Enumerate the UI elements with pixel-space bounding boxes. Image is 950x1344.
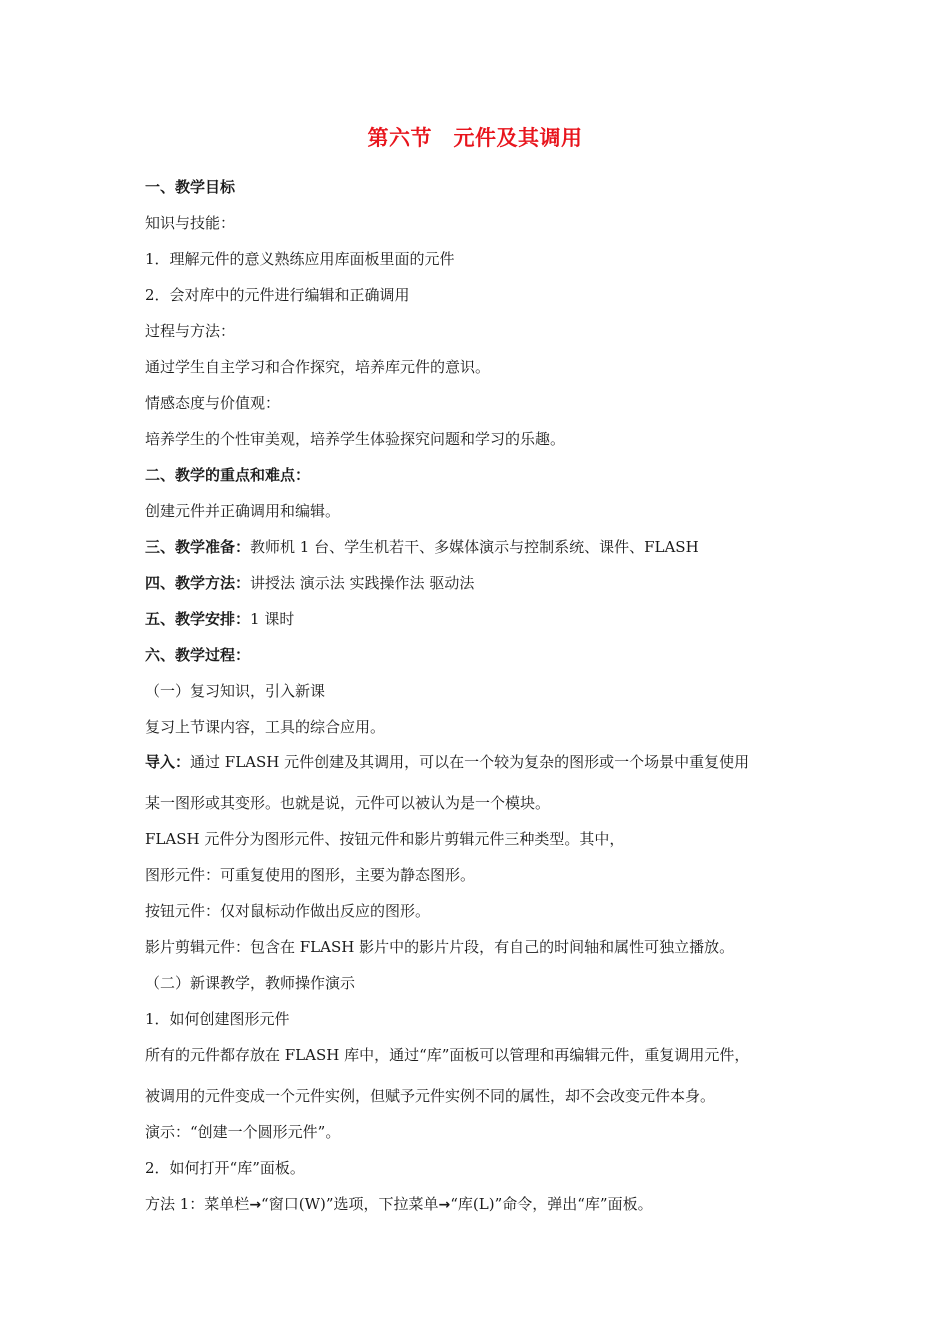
graphic-symbol-text: 图形元件：可重复使用的图形，主要为静态图形。	[145, 866, 476, 884]
method-1-window-menu: “窗口(W)”选项，下拉菜单	[261, 1195, 439, 1213]
schedule-line	[145, 609, 294, 629]
button-symbol-text: 按钮元件：仅对鼠标动作做出反应的图形。	[145, 902, 431, 920]
methods-text: 讲授法 演示法 实践操作法 驱动法	[250, 574, 475, 592]
step-open-library: 2．如何打开“库”面板。	[145, 1159, 305, 1177]
attitude-values-text: 培养学生的个性审美观，培养学生体验探究问题和学习的乐趣。	[145, 430, 566, 448]
library-description-continued: 被调用的元件变成一个元件实例，但赋予元件实例不同的属性，却不会改变元件本身。	[145, 1087, 716, 1105]
subsection-new-lesson: （二）新课教学，教师操作演示	[145, 974, 356, 992]
heading-teaching-goals: 一、教学目标	[145, 178, 236, 196]
heading-key-points: 二、教学的重点和难点：	[145, 466, 311, 484]
method-1-label: 方法 1：菜单栏	[145, 1195, 250, 1213]
heading-methods: 四、教学方法：	[145, 574, 251, 592]
introduction-label: 导入：	[145, 753, 191, 771]
heading-teaching-process: 六、教学过程：	[145, 646, 251, 664]
method-1-line	[145, 1194, 653, 1215]
key-points-text: 创建元件并正确调用和编辑。	[145, 502, 341, 520]
introduction-continued: 某一图形或其变形。也就是说，元件可以被认为是一个模块。	[145, 794, 551, 812]
review-text: 复习上节课内容，工具的综合应用。	[145, 718, 386, 736]
introduction-text: 通过 FLASH 元件创建及其调用，可以在一个较为复杂的图形或一个场景中重复使用	[190, 753, 750, 771]
step-create-graphic: 1．如何创建图形元件	[145, 1010, 290, 1028]
document-title: 第六节 元件及其调用	[367, 125, 583, 150]
library-description: 所有的元件都存放在 FLASH 库中，通过“库”面板可以管理和再编辑元件，重复调用元件，	[145, 1046, 750, 1064]
arrow-right-icon: →	[249, 1197, 262, 1213]
heading-preparation: 三、教学准备：	[145, 538, 251, 556]
subheading-knowledge-skills: 知识与技能：	[145, 214, 236, 232]
arrow-right-icon: →	[438, 1197, 451, 1213]
schedule-text: 1 课时	[250, 610, 295, 628]
subheading-attitude-values: 情感态度与价值观：	[145, 394, 281, 412]
preparation-line	[145, 537, 699, 557]
demo-text: 演示：“创建一个圆形元件”。	[145, 1123, 341, 1141]
movieclip-symbol-text: 影片剪辑元件：包含在 FLASH 影片中的影片片段，有自己的时间轴和属性可独立播放。	[145, 938, 735, 956]
methods-line	[145, 573, 474, 593]
heading-schedule: 五、教学安排：	[145, 610, 251, 628]
goal-item-2: 2．会对库中的元件进行编辑和正确调用	[145, 286, 410, 304]
introduction-line	[145, 752, 749, 772]
subsection-review: （一）复习知识，引入新课	[145, 682, 326, 700]
goal-item-1: 1．理解元件的意义熟练应用库面板里面的元件	[145, 250, 455, 268]
subheading-process-method: 过程与方法：	[145, 322, 236, 340]
method-1-library-command: “库(L)”命令，弹出“库”面板。	[450, 1195, 653, 1213]
process-method-text: 通过学生自主学习和合作探究，培养库元件的意识。	[145, 358, 491, 376]
preparation-text: 教师机 1 台、学生机若干、多媒体演示与控制系统、课件、FLASH	[250, 538, 699, 556]
symbol-types-text: FLASH 元件分为图形元件、按钮元件和影片剪辑元件三种类型。其中，	[145, 830, 625, 848]
